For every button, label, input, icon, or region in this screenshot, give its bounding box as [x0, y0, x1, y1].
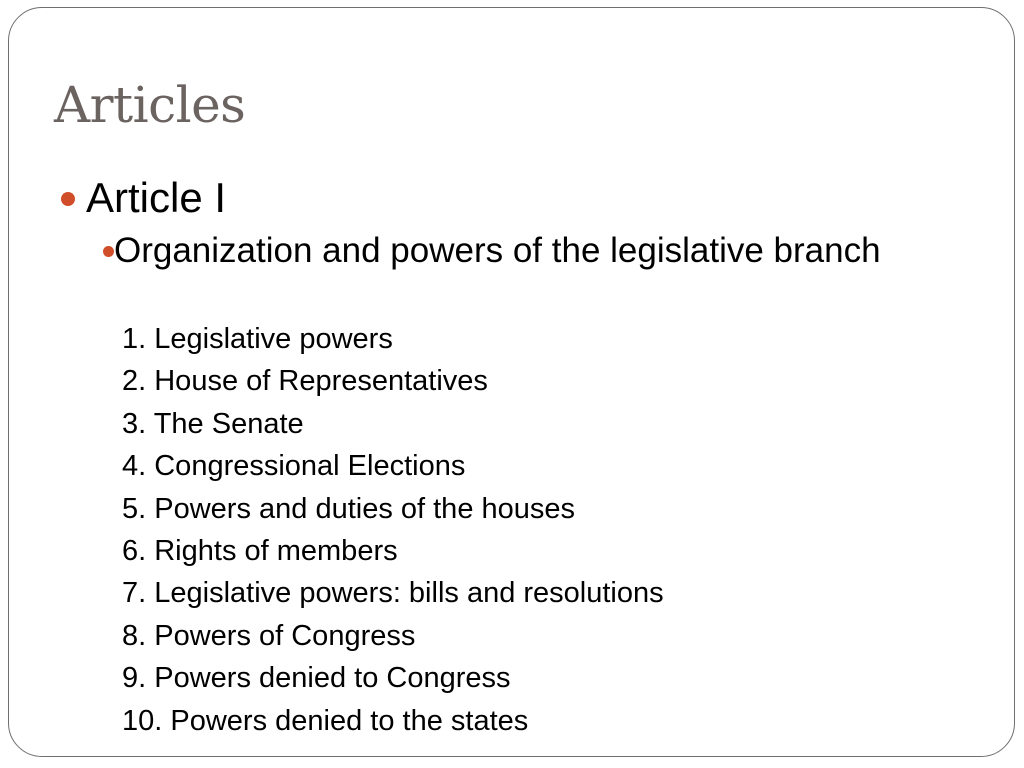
list-item: 2. House of Representatives: [122, 365, 488, 398]
list-item: 7. Legislative powers: bills and resolutions: [122, 577, 664, 610]
list-item: 8. Powers of Congress: [122, 619, 416, 652]
bullet-dot-icon: [103, 246, 114, 257]
list-item: 1. Legislative powers: [122, 323, 393, 355]
list-item: 5. Powers and duties of the houses: [122, 492, 576, 525]
list-item: 4. Congressional Elections: [122, 450, 466, 483]
slide-title: Articles: [54, 76, 246, 134]
list-item: 6. Rights of members: [122, 535, 398, 568]
slide-frame: [8, 7, 1015, 757]
list-item: 3. The Senate: [122, 407, 304, 440]
bullet-dot-icon: [61, 192, 75, 206]
section-list: [122, 318, 664, 742]
list-item: 10. Powers denied to the states: [122, 704, 529, 737]
sub-bullet-organization-text: Organization and powers of the legislative branch: [114, 231, 881, 270]
bullet-article-i-text: Article I: [86, 174, 227, 221]
sub-bullet-organization: [103, 229, 893, 272]
list-item: 9. Powers denied to Congress: [122, 662, 511, 695]
bullet-article-i: [61, 175, 226, 221]
